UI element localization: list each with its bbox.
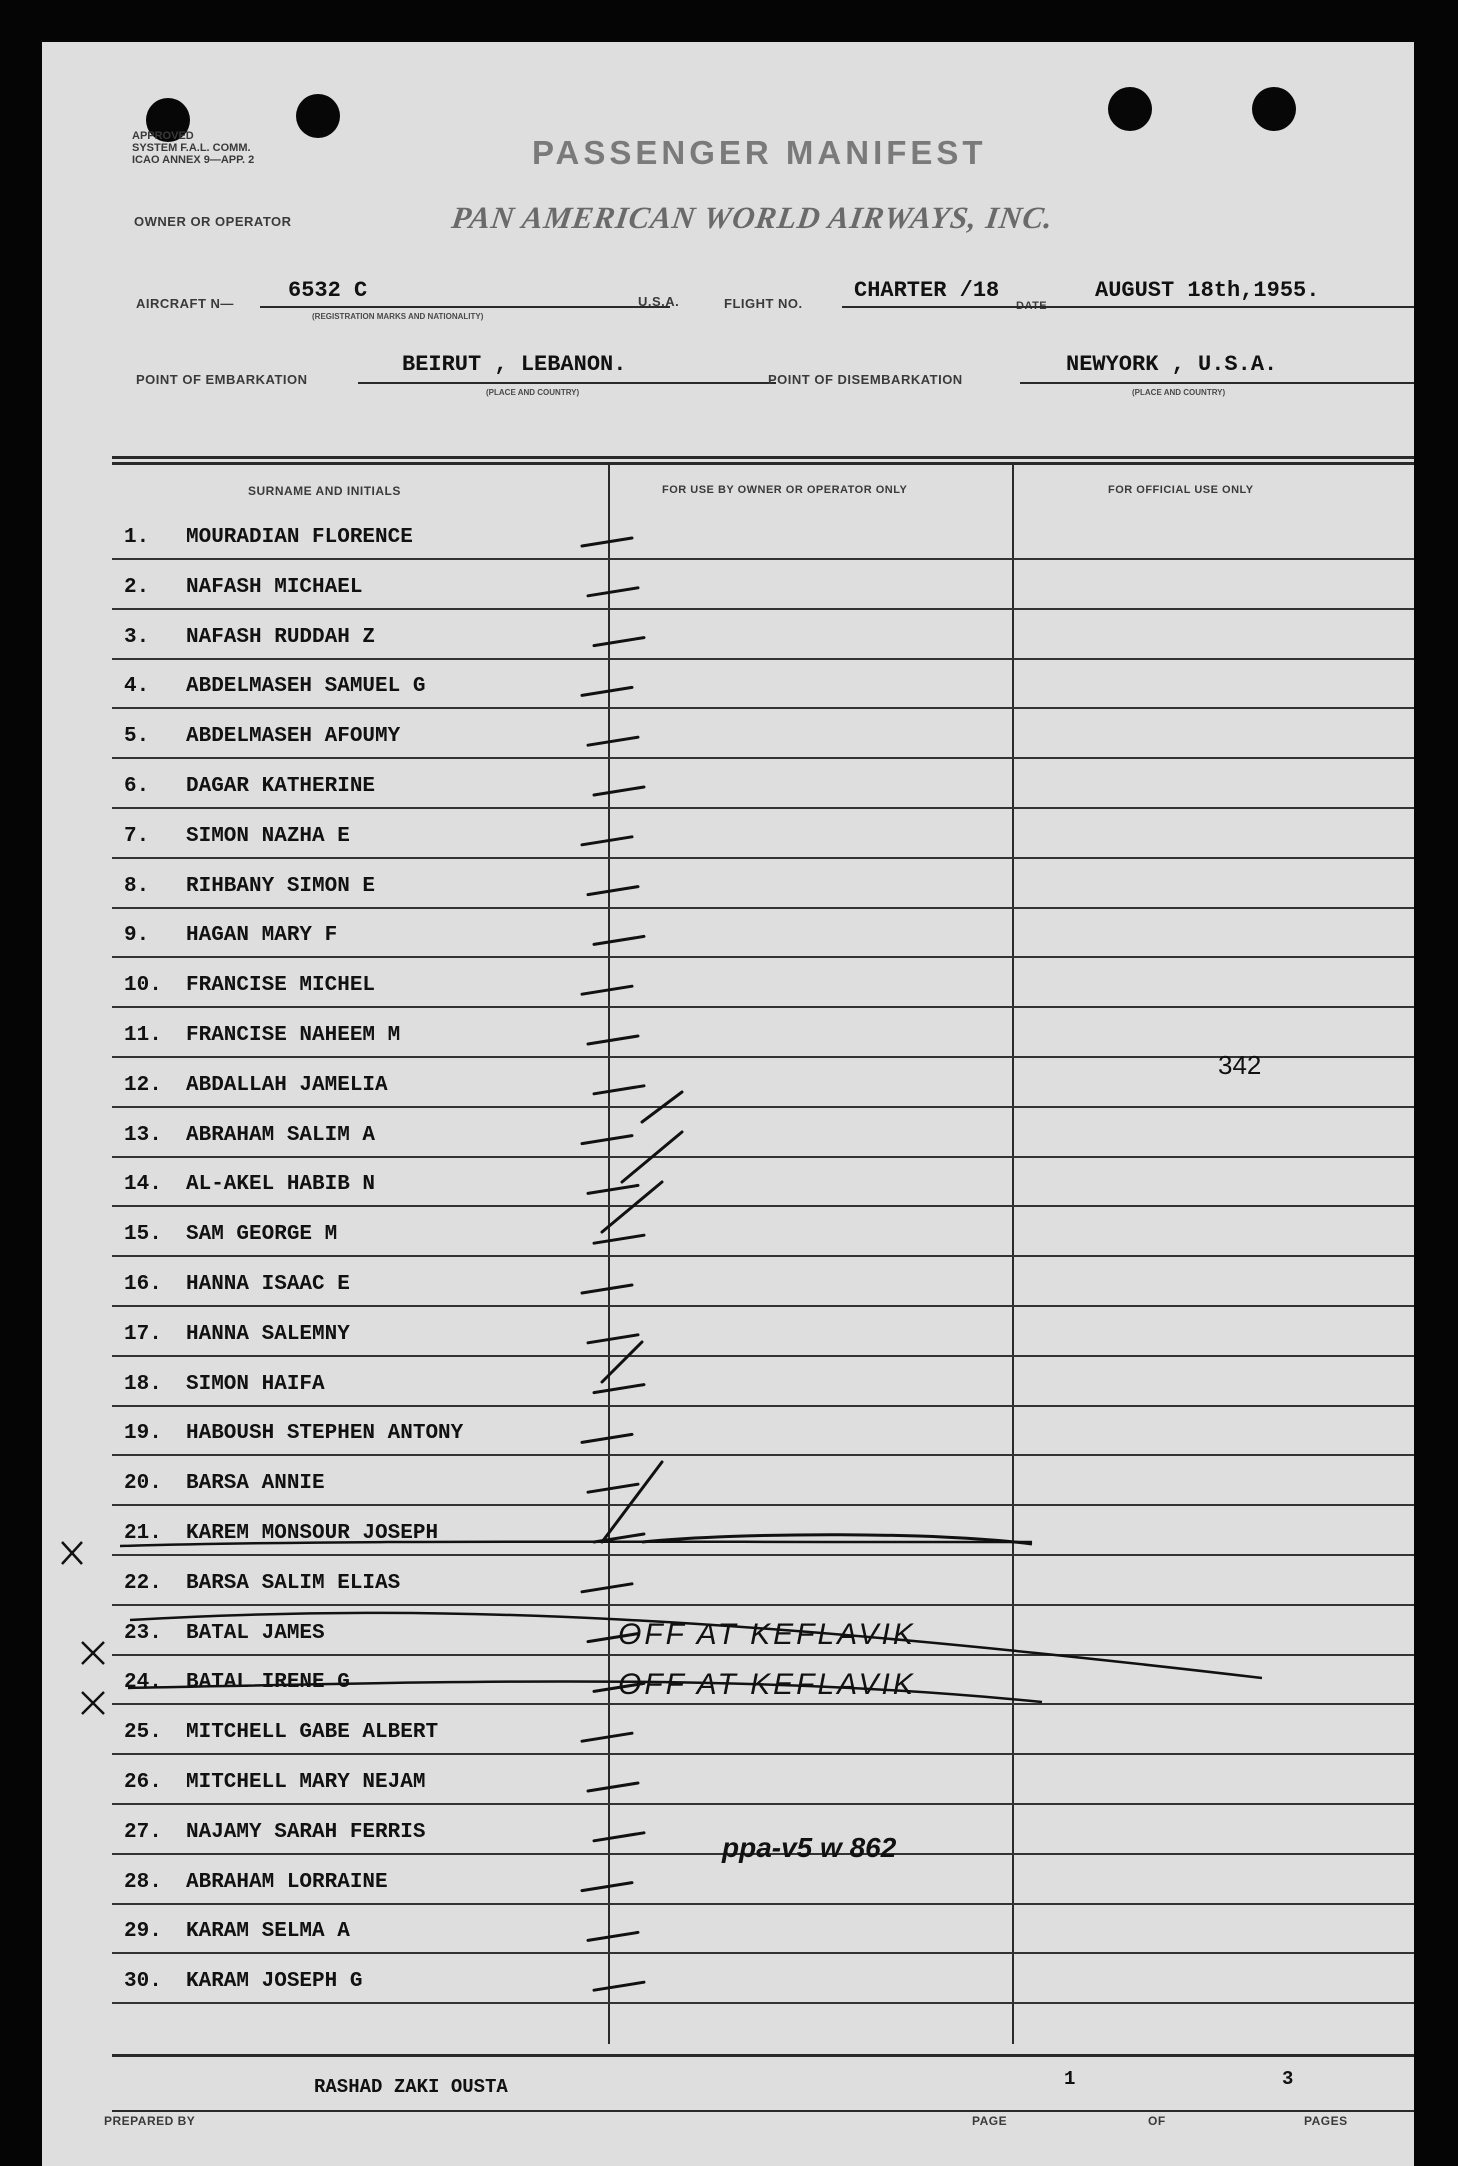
- footer-underline: [112, 2110, 1414, 2112]
- passenger-number: 8.: [124, 874, 150, 898]
- passenger-name: HANNA ISAAC E: [186, 1273, 350, 1296]
- passenger-name: HAGAN MARY F: [186, 924, 338, 948]
- passenger-number: 27.: [124, 1820, 162, 1844]
- check-mark: [588, 1484, 638, 1492]
- footer-rule: [112, 2054, 1414, 2057]
- check-mark: [588, 887, 638, 895]
- check-mark: [582, 986, 632, 994]
- passenger-number: 23.: [124, 1621, 162, 1645]
- passenger-name: SIMON HAIFA: [186, 1372, 325, 1396]
- passenger-number: 12.: [124, 1073, 162, 1097]
- passenger-number: 25.: [124, 1721, 162, 1745]
- passenger-number: 22.: [124, 1571, 162, 1595]
- passenger-number: 19.: [124, 1422, 162, 1446]
- embark-label: POINT OF EMBARKATION: [136, 372, 308, 387]
- passenger-name: AL-AKEL HABIB N: [186, 1173, 376, 1197]
- disembark-label: POINT OF DISEMBARKATION: [768, 372, 963, 387]
- check-mark: [594, 936, 644, 944]
- passenger-name: HANNA SALEMNY: [186, 1322, 350, 1346]
- x-mark: [62, 1542, 82, 1564]
- passenger-name: BARSA SALIM ELIAS: [186, 1571, 401, 1595]
- passenger-number: 28.: [124, 1870, 162, 1894]
- passenger-name: NAJAMY SARAH FERRIS: [186, 1820, 426, 1844]
- check-mark: [602, 1462, 662, 1542]
- passenger-number: 18.: [124, 1372, 162, 1396]
- passenger-name: KAREM MONSOUR JOSEPH: [186, 1522, 439, 1545]
- column-header-owner: FOR USE BY OWNER OR OPERATOR ONLY: [662, 484, 908, 496]
- disembark-sub: (PLACE AND COUNTRY): [1132, 388, 1226, 397]
- embark-sub: (PLACE AND COUNTRY): [486, 388, 580, 397]
- check-mark: [594, 787, 644, 795]
- disembark-value: NEWYORK , U.S.A.: [1066, 352, 1278, 377]
- passenger-number: 29.: [124, 1920, 162, 1944]
- check-mark: [594, 1086, 644, 1094]
- column-header-official: FOR OFFICIAL USE ONLY: [1108, 484, 1254, 496]
- passenger-number: 26.: [124, 1771, 162, 1794]
- usa-label: U.S.A.: [638, 294, 680, 309]
- passenger-name: HABOUSH STEPHEN ANTONY: [186, 1422, 464, 1446]
- passenger-number: 3.: [124, 625, 150, 649]
- passenger-number: 21.: [124, 1522, 162, 1545]
- check-mark: [588, 1932, 638, 1940]
- check-mark: [582, 1285, 632, 1293]
- x-mark: [82, 1692, 104, 1714]
- passenger-number: 10.: [124, 974, 162, 998]
- check-mark: [582, 1584, 632, 1592]
- passenger-number: 20.: [124, 1472, 162, 1496]
- aircraft-label: AIRCRAFT N—: [136, 296, 234, 311]
- passenger-name: BATAL JAMES: [186, 1621, 325, 1645]
- check-mark: [582, 1136, 632, 1144]
- passenger-number: 11.: [124, 1024, 162, 1047]
- check-mark: [588, 588, 638, 596]
- check-mark: [582, 1434, 632, 1442]
- check-mark: [588, 1185, 638, 1193]
- passenger-name: RIHBANY SIMON E: [186, 874, 376, 898]
- aircraft-value: 6532 C: [288, 278, 368, 303]
- passenger-name: SIMON NAZHA E: [186, 824, 350, 848]
- passenger-name: MITCHELL MARY NEJAM: [186, 1771, 426, 1794]
- approval-line: SYSTEM F.A.L. COMM.: [132, 142, 251, 154]
- prepared-by-value: RASHAD ZAKI OUSTA: [314, 2076, 508, 2098]
- check-mark: [642, 1092, 682, 1122]
- pages-label: PAGES: [1304, 2114, 1348, 2128]
- passenger-name: DAGAR KATHERINE: [186, 775, 376, 798]
- passenger-name: KARAM JOSEPH G: [186, 1970, 363, 1994]
- strike-line: [120, 1542, 1032, 1546]
- passenger-name: NAFASH MICHAEL: [186, 575, 363, 599]
- passenger-name: NAFASH RUDDAH Z: [186, 625, 376, 649]
- date-label: DATE: [1016, 300, 1048, 312]
- form-title: PASSENGER MANIFEST: [532, 134, 987, 171]
- passenger-name: ABDELMASEH AFOUMY: [186, 725, 401, 749]
- passenger-name: ABRAHAM LORRAINE: [186, 1870, 388, 1894]
- check-mark: [594, 1385, 644, 1393]
- passenger-number: 1.: [124, 526, 150, 549]
- passenger-number: 5.: [124, 725, 150, 749]
- passenger-name: MOURADIAN FLORENCE: [186, 526, 413, 549]
- pages-value: 3: [1282, 2068, 1294, 2090]
- operator-name: PAN AMERICAN WORLD AIRWAYS, INC.: [449, 200, 1056, 235]
- check-mark: [582, 538, 632, 546]
- official-count: 342: [1218, 1050, 1262, 1080]
- off-at-keflavik-note: OFF AT KEFLAVIK: [618, 1668, 916, 1701]
- handwritten-note: ppa-v5 w 862: [722, 1832, 897, 1863]
- check-mark: [582, 837, 632, 845]
- check-mark: [582, 1883, 632, 1891]
- passenger-number: 30.: [124, 1970, 162, 1994]
- flight-label: FLIGHT NO.: [724, 296, 803, 311]
- manifest-sheet: [42, 42, 1414, 2166]
- check-mark: [594, 1833, 644, 1841]
- date-value: AUGUST 18th,1955.: [1095, 278, 1320, 303]
- check-mark: [588, 1783, 638, 1791]
- passenger-name: FRANCISE NAHEEM M: [186, 1024, 401, 1047]
- embark-value: BEIRUT , LEBANON.: [402, 352, 627, 377]
- page-label: PAGE: [972, 2114, 1008, 2128]
- check-mark: [594, 1235, 644, 1243]
- passenger-number: 15.: [124, 1223, 162, 1247]
- check-mark: [582, 1733, 632, 1741]
- column-header-surname: SURNAME AND INITIALS: [248, 484, 401, 498]
- check-mark: [582, 687, 632, 695]
- passenger-name: ABDELMASEH SAMUEL G: [186, 675, 426, 699]
- passenger-number: 16.: [124, 1273, 162, 1296]
- passenger-name: MITCHELL GABE ALBERT: [186, 1721, 439, 1745]
- passenger-number: 9.: [124, 924, 150, 948]
- passenger-name: BATAL IRENE G: [186, 1671, 350, 1695]
- check-mark: [588, 737, 638, 745]
- passenger-number: 2.: [124, 575, 150, 599]
- passenger-name: ABRAHAM SALIM A: [186, 1123, 376, 1147]
- passenger-number: 13.: [124, 1123, 162, 1147]
- passenger-number: 6.: [124, 775, 150, 798]
- passenger-name: FRANCISE MICHEL: [186, 974, 376, 998]
- check-mark: [622, 1132, 682, 1182]
- passenger-name: ABDALLAH JAMELIA: [186, 1073, 388, 1097]
- x-mark: [82, 1642, 104, 1664]
- page-value: 1: [1064, 2068, 1076, 2090]
- owner-label: OWNER OR OPERATOR: [134, 214, 292, 229]
- passenger-number: 4.: [124, 675, 150, 699]
- passenger-number: 24.: [124, 1671, 162, 1695]
- prepared-by-label: PREPARED BY: [104, 2114, 196, 2128]
- check-mark: [594, 1982, 644, 1990]
- passenger-number: 7.: [124, 824, 150, 848]
- aircraft-sub: (REGISTRATION MARKS AND NATIONALITY): [312, 312, 484, 321]
- check-mark: [594, 638, 644, 646]
- passenger-number: 17.: [124, 1322, 162, 1346]
- passenger-name: SAM GEORGE M: [186, 1223, 338, 1247]
- flight-value: CHARTER /18: [854, 278, 1000, 303]
- check-mark: [588, 1335, 638, 1343]
- passenger-name: BARSA ANNIE: [186, 1472, 325, 1496]
- approval-line: ICAO ANNEX 9—APP. 2: [132, 154, 255, 166]
- passenger-number: 14.: [124, 1173, 162, 1197]
- approval-line: APPROVED: [132, 130, 194, 142]
- check-mark: [602, 1342, 642, 1382]
- off-at-keflavik-note: OFF AT KEFLAVIK: [618, 1618, 916, 1651]
- of-label: OF: [1148, 2114, 1166, 2128]
- check-mark: [588, 1036, 638, 1044]
- passenger-name: KARAM SELMA A: [186, 1920, 350, 1944]
